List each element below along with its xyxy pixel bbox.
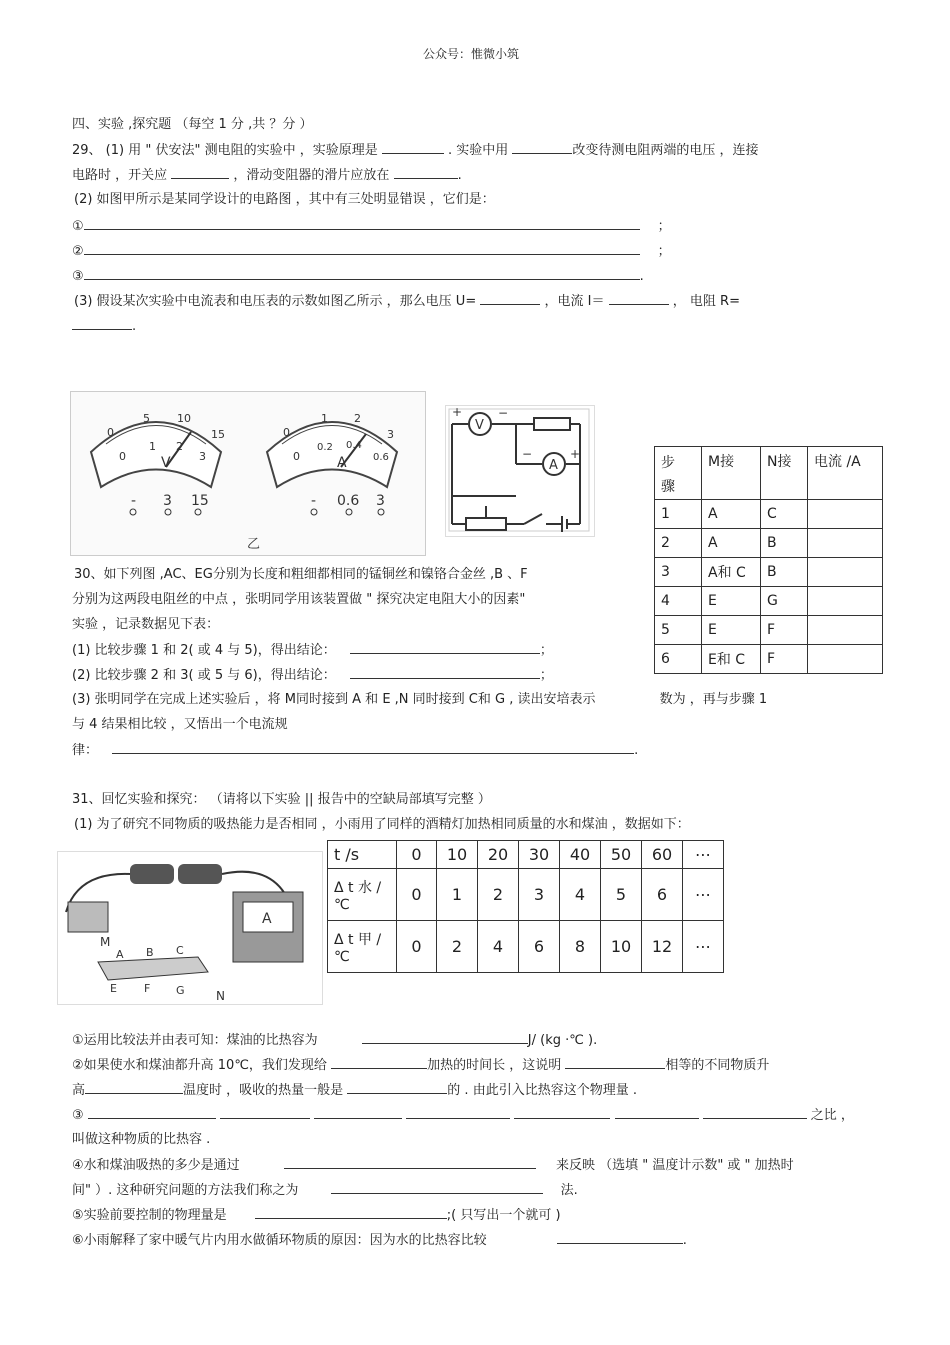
q30-table — [654, 446, 883, 674]
page-header: 公众号：惟微小筑 — [423, 47, 520, 61]
svg-text:1: 1 — [149, 440, 156, 453]
blank[interactable] — [84, 217, 640, 230]
blank[interactable] — [331, 1056, 427, 1069]
table-cell-blank[interactable] — [808, 529, 883, 558]
q29-line1: 29、 (1) 用 " 伏安法" 测电阻的实验中 ，实验原理是 . 实验中用 改变待测电阻两端的电压 ，连接 — [72, 143, 759, 158]
blank[interactable] — [565, 1056, 665, 1069]
table-row: 2 A B — [655, 529, 883, 558]
q31-s1: ①运用比较法并由表可知：煤油的比热容为 J/ (kg ·℃ ). — [72, 1033, 598, 1048]
svg-text:V: V — [475, 418, 484, 433]
svg-text:-: - — [131, 493, 137, 509]
blank[interactable] — [382, 141, 444, 154]
circuit-drawing — [446, 406, 594, 536]
blank[interactable] — [314, 1106, 402, 1119]
q31-s8: ⑤实验前要控制的物理量是 ;( 只写出一个就可 ) — [72, 1208, 561, 1223]
svg-text:0.6: 0.6 — [337, 493, 360, 509]
apparatus-figure — [57, 851, 323, 1005]
q31-s4: ③ 之比 ， — [72, 1108, 854, 1123]
q29-error1: ① ； — [72, 219, 671, 234]
table-cell-blank[interactable] — [808, 587, 883, 616]
svg-text:3: 3 — [387, 428, 394, 441]
blank[interactable] — [220, 1106, 310, 1119]
svg-text:3: 3 — [376, 493, 385, 509]
svg-text:F: F — [144, 982, 151, 995]
blank[interactable] — [84, 242, 640, 255]
table-row: 5 E F — [655, 616, 883, 645]
blank[interactable] — [112, 741, 634, 754]
q29-error3: ③ . — [72, 269, 644, 284]
blank[interactable] — [350, 666, 540, 679]
svg-text:B: B — [146, 946, 154, 959]
q29-line5: . — [72, 317, 136, 336]
svg-text:C: C — [176, 944, 184, 957]
svg-text:A: A — [337, 455, 347, 471]
q31-s5: 叫做这种物质的比热容 . — [72, 1132, 211, 1147]
svg-text:A: A — [549, 458, 558, 473]
q30-line6: (3) 张明同学在完成上述实验后 ，将 M同时接到 A 和 E ,N 同时接到 C和 G , 读出安培表示 数为 ，再与步骤 1 — [72, 692, 768, 707]
table-row: 3 A和 C B — [655, 558, 883, 587]
table-row: t /s 0 10 20 30 40 50 60 ⋯ — [328, 841, 724, 869]
q31-line2: (1) 为了研究不同物质的吸热能力是否相同 ，小雨用了同样的酒精灯加热相同质量的水和煤油 ，数据如下： — [74, 817, 690, 832]
blank[interactable] — [703, 1106, 807, 1119]
q29-line2: 电路时 ，开关应 ，滑动变阻器的滑片应放在 . — [72, 168, 462, 183]
svg-text:3: 3 — [163, 493, 172, 509]
svg-text:3: 3 — [199, 450, 206, 463]
svg-text:1: 1 — [321, 412, 328, 425]
blank[interactable] — [255, 1206, 447, 1219]
svg-text:-: - — [311, 493, 317, 509]
svg-text:M: M — [100, 935, 111, 949]
svg-text:0: 0 — [107, 426, 114, 439]
circuit-figure — [445, 405, 595, 537]
svg-text:10: 10 — [177, 412, 191, 425]
table-cell-blank[interactable] — [808, 616, 883, 645]
q31-line1: 31、回忆实验和探究： （请将以下实验 || 报告中的空缺局部填写完整 ） — [72, 792, 491, 807]
blank[interactable] — [362, 1031, 528, 1044]
blank[interactable] — [85, 1081, 183, 1094]
svg-text:−: − — [522, 447, 533, 461]
meters-drawing — [71, 392, 425, 555]
blank[interactable] — [480, 292, 540, 305]
table-cell-blank[interactable] — [808, 645, 883, 674]
table-row: 1 A C — [655, 500, 883, 529]
q31-s6: ④水和煤油吸热的多少是通过 来反映 （选填 " 温度计示数" 或 " 加热时 — [72, 1158, 794, 1173]
blank[interactable] — [557, 1231, 683, 1244]
blank[interactable] — [512, 141, 572, 154]
section-title: 四、实验 ,探究题 （每空 1 分 ,共 ？分 ） — [72, 117, 313, 132]
table-row: Δ t 甲 / ℃ 0 2 4 6 8 10 12 ⋯ — [328, 921, 724, 973]
svg-text:15: 15 — [211, 428, 225, 441]
svg-text:0.6: 0.6 — [373, 452, 389, 463]
svg-text:V: V — [161, 455, 171, 471]
q29-line4: (3) 假设某次实验中电流表和电压表的示数如图乙所示 ，那么电压 U= ，电流 I＝ ， 电阻 R= — [74, 294, 740, 309]
q29-error2: ② ； — [72, 244, 671, 259]
table-row: 6 E和 C F — [655, 645, 883, 674]
svg-text:0: 0 — [283, 426, 290, 439]
blank[interactable] — [347, 1081, 447, 1094]
q31-s7: 间" ）. 这种研究问题的方法我们称之为 法. — [72, 1183, 578, 1198]
blank[interactable] — [615, 1106, 699, 1119]
svg-text:0: 0 — [293, 450, 300, 463]
svg-text:N: N — [216, 989, 225, 1003]
blank[interactable] — [284, 1156, 536, 1169]
blank[interactable] — [84, 267, 640, 280]
table-row: 4 E G — [655, 587, 883, 616]
q30-line2: 分别为这两段电阻丝的中点 ，张明同学用该装置做 " 探究决定电阻大小的因素" — [72, 592, 526, 607]
svg-text:0.4: 0.4 — [346, 440, 362, 451]
svg-text:A: A — [116, 948, 124, 961]
table-row: Δ t 水 / ℃ 0 1 2 3 4 5 6 ⋯ — [328, 869, 724, 921]
q31-s9: ⑥小雨解释了家中暖气片内用水做循环物质的原因：因为水的比热容比较 . — [72, 1233, 687, 1248]
svg-text:0: 0 — [119, 450, 126, 463]
blank[interactable] — [514, 1106, 610, 1119]
svg-text:2: 2 — [354, 412, 361, 425]
table-row: 步 骤 M接 N接 电流 /A — [655, 447, 883, 500]
svg-text:−: − — [498, 406, 509, 420]
q31-s2: ②如果使水和煤油都升高 10℃，我们发现给 加热的时间长 ，这说明 相等的不同物质升 — [72, 1058, 770, 1073]
q30-line4: (1) 比较步骤 1 和 2( 或 4 与 5)，得出结论： ； — [72, 643, 553, 658]
q30-line3: 实验 ，记录数据见下表： — [72, 617, 220, 632]
svg-text:0.2: 0.2 — [317, 442, 333, 453]
q30-line1: 30、如下列图 ,AC、EG分别为长度和粗细都相同的锰铜丝和镍铬合金丝 ,B 、F — [74, 567, 528, 582]
blank[interactable] — [72, 317, 132, 330]
q29-line3: (2) 如图甲所示是某同学设计的电路图 ，其中有三处明显错误 ，它们是： — [74, 192, 495, 207]
table-cell-blank[interactable] — [808, 558, 883, 587]
meters-figure — [70, 391, 426, 556]
table-cell-blank[interactable] — [808, 500, 883, 529]
svg-text:+: + — [452, 406, 463, 419]
svg-text:2: 2 — [176, 440, 183, 453]
blank[interactable] — [331, 1181, 543, 1194]
q30-line5: (2) 比较步骤 2 和 3( 或 5 与 6)，得出结论： ； — [72, 668, 553, 683]
svg-text:+: + — [570, 447, 581, 461]
q30-line8: 律： . — [72, 743, 639, 758]
q30-line7: 与 4 结果相比较 ，又悟出一个电流规 — [72, 717, 288, 732]
svg-text:E: E — [110, 982, 117, 995]
q31-table — [327, 840, 724, 973]
blank[interactable] — [394, 166, 458, 179]
svg-text:A: A — [262, 911, 272, 927]
svg-text:G: G — [176, 984, 185, 997]
blank[interactable] — [350, 641, 540, 654]
svg-text:15: 15 — [191, 493, 209, 509]
blank[interactable] — [88, 1106, 216, 1119]
svg-text:5: 5 — [143, 412, 150, 425]
svg-text:乙: 乙 — [247, 537, 261, 552]
blank[interactable] — [406, 1106, 510, 1119]
q31-s3: 高 温度时 ，吸收的热量一般是 的 . 由此引入比热容这个物理量 . — [72, 1083, 637, 1098]
blank[interactable] — [171, 166, 229, 179]
apparatus-drawing — [58, 852, 322, 1004]
blank[interactable] — [609, 292, 669, 305]
